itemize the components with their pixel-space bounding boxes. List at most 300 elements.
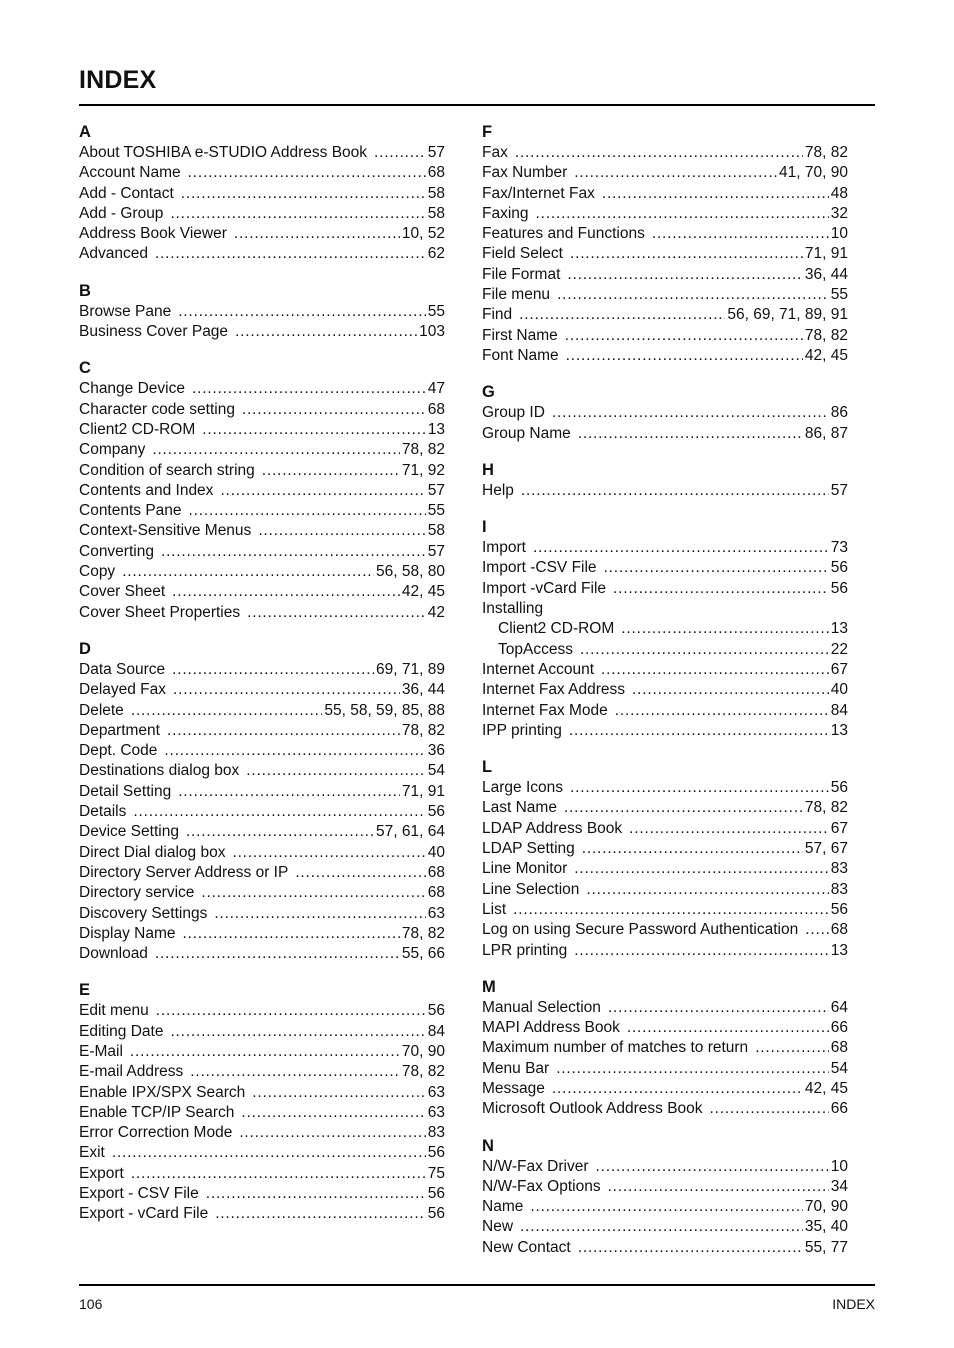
index-page-refs: 73 <box>830 539 848 557</box>
index-page-refs: 58 <box>427 522 445 540</box>
index-entry <box>79 1022 445 1042</box>
index-entry <box>79 1083 445 1103</box>
dot-leader <box>574 941 828 961</box>
index-entry <box>79 1184 445 1204</box>
dot-leader <box>515 143 803 163</box>
index-entry <box>482 1079 848 1099</box>
index-term: Company <box>79 441 146 459</box>
index-page-refs: 63 <box>427 1103 445 1121</box>
dot-leader <box>172 660 374 680</box>
index-letter-group <box>482 976 848 1120</box>
index-page-refs: 56 <box>830 579 848 597</box>
index-term: IPP printing <box>482 721 562 739</box>
index-entry <box>482 1099 848 1119</box>
index-term: Copy <box>79 563 116 581</box>
index-page-refs: 42, 45 <box>804 346 848 364</box>
index-entry <box>482 900 848 920</box>
index-letter-heading: I <box>482 518 487 537</box>
index-entry <box>79 822 445 842</box>
index-term: File Format <box>482 265 561 283</box>
index-page-refs: 13 <box>830 941 848 959</box>
index-entry <box>482 163 848 183</box>
dot-leader <box>629 819 829 839</box>
index-page-refs: 56, 69, 71, 89, 91 <box>727 306 848 324</box>
index-term: List <box>482 900 507 918</box>
dot-leader <box>188 163 426 183</box>
index-entry <box>79 481 445 501</box>
index-page-refs: 58 <box>427 204 445 222</box>
index-letter-heading: N <box>482 1136 494 1155</box>
index-letter-heading: D <box>79 639 91 658</box>
dot-leader <box>608 1177 829 1197</box>
index-page-refs: 57, 61, 64 <box>376 823 445 841</box>
index-page-refs: 56 <box>427 1002 445 1020</box>
index-term: Internet Fax Mode <box>482 701 608 719</box>
index-page-refs: 70, 90 <box>401 1042 445 1060</box>
index-term: Browse Pane <box>79 302 172 320</box>
index-page-refs: 83 <box>830 860 848 878</box>
dot-leader <box>161 542 426 562</box>
index-term: Business Cover Page <box>79 323 229 341</box>
dot-leader <box>164 741 425 761</box>
footer-page-number: 106 <box>79 1296 103 1312</box>
index-term: Delete <box>79 701 124 719</box>
dot-leader <box>533 538 829 558</box>
dot-leader <box>246 761 425 781</box>
dot-leader <box>652 224 829 244</box>
index-entry <box>482 1177 848 1197</box>
footer-section-label: INDEX <box>832 1296 875 1312</box>
index-entry <box>482 660 848 680</box>
dot-leader <box>156 1001 426 1021</box>
dot-leader <box>235 322 417 342</box>
index-page-refs: 56, 58, 80 <box>376 563 445 581</box>
index-term: Contents Pane <box>79 502 182 520</box>
dot-leader <box>374 143 426 163</box>
index-page-refs: 68 <box>427 400 445 418</box>
index-page-refs: 103 <box>419 323 445 341</box>
index-page-refs: 63 <box>427 904 445 922</box>
index-page-refs: 10 <box>830 1157 848 1175</box>
dot-leader <box>239 1123 425 1143</box>
index-page-refs: 13 <box>830 721 848 739</box>
index-letter-group <box>482 381 848 444</box>
index-page-refs: 56 <box>830 779 848 797</box>
dot-leader <box>131 1164 426 1184</box>
index-entry <box>482 579 848 599</box>
index-page-refs: 55, 66 <box>401 945 445 963</box>
index-term: LDAP Address Book <box>482 819 623 837</box>
index-term: Manual Selection <box>482 998 601 1016</box>
dot-leader <box>557 285 829 305</box>
index-page-refs: 36 <box>427 742 445 760</box>
index-term: Internet Account <box>482 660 595 678</box>
dot-leader <box>112 1143 426 1163</box>
index-column-left <box>79 121 445 1240</box>
dot-leader <box>178 302 426 322</box>
index-term: Find <box>482 306 513 324</box>
index-page-refs: 35, 40 <box>804 1218 848 1236</box>
footer-rule <box>79 1284 875 1286</box>
dot-leader <box>627 1018 829 1038</box>
index-entry <box>79 944 445 964</box>
index-entry <box>482 599 848 619</box>
index-page-refs: 84 <box>830 701 848 719</box>
index-page-refs: 78, 82 <box>401 441 445 459</box>
index-page-refs: 42, 45 <box>401 583 445 601</box>
index-entry <box>482 285 848 305</box>
index-page-refs: 86 <box>830 404 848 422</box>
index-term: MAPI Address Book <box>482 1019 620 1037</box>
index-page-refs: 55 <box>830 286 848 304</box>
dot-leader <box>613 579 829 599</box>
dot-leader <box>186 822 374 842</box>
index-term: Export - vCard File <box>79 1205 209 1223</box>
index-entry <box>482 998 848 1018</box>
index-term: E-Mail <box>79 1042 123 1060</box>
index-term: LDAP Setting <box>482 840 575 858</box>
dot-leader <box>170 1022 425 1042</box>
index-entry <box>482 1217 848 1237</box>
index-letter-group <box>79 280 445 343</box>
index-entry <box>79 721 445 741</box>
index-letter-group <box>482 1135 848 1258</box>
dot-leader <box>570 244 803 264</box>
index-term: Error Correction Mode <box>79 1124 233 1142</box>
index-letter-heading: G <box>482 383 495 402</box>
index-term: First Name <box>482 326 558 344</box>
index-page-refs: 58 <box>427 184 445 202</box>
index-page-refs: 78, 82 <box>401 721 445 739</box>
index-term: New <box>482 1218 514 1236</box>
index-term: Download <box>79 945 148 963</box>
index-term: Converting <box>79 542 154 560</box>
index-letter-group <box>482 459 848 501</box>
index-term: Help <box>482 481 514 499</box>
dot-leader <box>755 1038 829 1058</box>
index-entry <box>482 640 848 660</box>
index-page-refs: 57 <box>427 542 445 560</box>
index-term: Font Name <box>482 346 559 364</box>
index-page-refs: 40 <box>830 681 848 699</box>
index-page-refs: 55 <box>427 302 445 320</box>
index-entry <box>482 1018 848 1038</box>
index-column-right <box>482 121 848 1273</box>
index-term: Exit <box>79 1144 105 1162</box>
index-page-refs: 75 <box>427 1164 445 1182</box>
index-page-refs: 66 <box>830 1100 848 1118</box>
index-page-refs: 22 <box>830 640 848 658</box>
index-letter-heading: C <box>79 359 91 378</box>
index-page-refs: 10, 52 <box>401 225 445 243</box>
index-entry <box>79 1123 445 1143</box>
index-entry <box>79 701 445 721</box>
dot-leader <box>252 1083 425 1103</box>
index-page-refs: 86, 87 <box>804 424 848 442</box>
dot-leader <box>130 1042 400 1062</box>
index-term: Edit menu <box>79 1002 149 1020</box>
index-page-refs: 78, 82 <box>804 799 848 817</box>
index-page-refs: 70, 90 <box>804 1198 848 1216</box>
index-page-refs: 32 <box>830 204 848 222</box>
dot-leader <box>582 839 803 859</box>
dot-leader <box>178 782 400 802</box>
index-page-refs: 56 <box>427 1144 445 1162</box>
header-rule <box>79 104 875 106</box>
index-term: Contents and Index <box>79 481 214 499</box>
index-entry <box>482 538 848 558</box>
index-entry <box>79 660 445 680</box>
index-entry <box>79 741 445 761</box>
dot-leader <box>167 721 400 741</box>
index-entry <box>79 562 445 582</box>
index-entry <box>79 1164 445 1184</box>
index-term: About TOSHIBA e-STUDIO Address Book <box>79 144 368 161</box>
index-term: Enable IPX/SPX Search <box>79 1083 246 1101</box>
index-entry <box>79 1103 445 1123</box>
dot-leader <box>172 582 400 602</box>
index-letter-heading: F <box>482 123 493 141</box>
index-page-refs: 71, 91 <box>804 245 848 263</box>
index-entry <box>79 224 445 244</box>
index-page-refs: 68 <box>427 863 445 881</box>
index-entry <box>79 802 445 822</box>
index-term: Field Select <box>482 245 563 263</box>
index-term: Import -vCard File <box>482 579 607 597</box>
index-entry <box>482 184 848 204</box>
index-page-refs: 47 <box>427 380 445 398</box>
index-term: Client2 CD-ROM <box>498 620 615 638</box>
index-page-refs: 84 <box>427 1022 445 1040</box>
index-letter-heading: L <box>482 758 493 777</box>
index-term: Device Setting <box>79 823 179 841</box>
index-page-refs: 68 <box>427 164 445 182</box>
index-page-refs: 71, 92 <box>401 461 445 479</box>
index-term: Directory service <box>79 884 195 902</box>
dot-leader <box>242 400 426 420</box>
index-term: Last Name <box>482 799 557 817</box>
index-page-refs: 34 <box>830 1177 848 1195</box>
dot-leader <box>247 603 426 623</box>
index-page-refs: 83 <box>427 1124 445 1142</box>
index-entry <box>79 420 445 440</box>
index-entry <box>482 778 848 798</box>
dot-leader <box>615 701 829 721</box>
index-term: LPR printing <box>482 941 568 959</box>
dot-leader <box>574 163 777 183</box>
index-term: E-mail Address <box>79 1063 184 1081</box>
index-page-refs: 56 <box>427 1205 445 1223</box>
index-page-refs: 36, 44 <box>804 265 848 283</box>
dot-leader <box>552 1079 803 1099</box>
index-term: Advanced <box>79 245 148 263</box>
index-page-refs: 13 <box>427 420 445 438</box>
index-page-refs: 68 <box>830 1039 848 1057</box>
index-term: Export <box>79 1164 124 1182</box>
dot-leader <box>202 420 425 440</box>
dot-leader <box>133 802 425 822</box>
index-letter-group <box>79 357 445 623</box>
index-page-refs: 67 <box>830 819 848 837</box>
index-term: TopAccess <box>498 640 573 658</box>
dot-leader <box>234 224 400 244</box>
index-entry <box>482 1238 848 1258</box>
index-page-refs: 56 <box>427 1185 445 1203</box>
dot-leader <box>206 1184 426 1204</box>
index-page-refs: 36, 44 <box>401 681 445 699</box>
index-page-refs: 56 <box>830 559 848 577</box>
index-letter-group <box>79 979 445 1224</box>
index-page-refs: 55 <box>427 502 445 520</box>
index-term: Cover Sheet <box>79 583 166 601</box>
index-page-refs: 78, 82 <box>401 924 445 942</box>
index-term: Import -CSV File <box>482 559 597 577</box>
index-entry <box>482 403 848 423</box>
index-letter-heading: A <box>79 123 91 141</box>
index-term: Large Icons <box>482 779 563 797</box>
index-entry <box>79 379 445 399</box>
index-term: Change Device <box>79 380 185 398</box>
index-letter-group <box>79 638 445 964</box>
index-entry <box>482 224 848 244</box>
index-page-refs: 41, 70, 90 <box>779 164 848 182</box>
index-term: Installing <box>482 600 544 618</box>
index-entry <box>79 400 445 420</box>
index-entry <box>482 424 848 444</box>
index-entry <box>482 941 848 961</box>
index-entry <box>482 1059 848 1079</box>
dot-leader <box>232 843 425 863</box>
index-entry <box>79 163 445 183</box>
index-term: Delayed Fax <box>79 681 167 699</box>
index-letter-heading: B <box>79 281 91 300</box>
index-page-refs: 78, 82 <box>804 326 848 344</box>
index-page-refs: 63 <box>427 1083 445 1101</box>
index-entry <box>482 204 848 224</box>
index-entry <box>79 521 445 541</box>
dot-leader <box>220 481 425 501</box>
index-entry <box>482 819 848 839</box>
index-page-refs: 57, 67 <box>804 840 848 858</box>
index-letter-group <box>482 121 848 366</box>
dot-leader <box>565 326 803 346</box>
index-entry <box>482 839 848 859</box>
dot-leader <box>155 244 426 264</box>
dot-leader <box>192 379 426 399</box>
index-entry <box>79 244 445 264</box>
dot-leader <box>710 1099 829 1119</box>
index-term: Fax <box>482 144 508 161</box>
index-entry <box>79 461 445 481</box>
dot-leader <box>214 904 425 924</box>
index-term: Export - CSV File <box>79 1185 199 1203</box>
index-entry <box>79 204 445 224</box>
index-page-refs: 71, 91 <box>401 782 445 800</box>
index-term: Directory Server Address or IP <box>79 863 289 881</box>
index-entry <box>79 883 445 903</box>
index-entry <box>79 143 445 163</box>
index-term: Data Source <box>79 660 166 678</box>
dot-leader <box>201 883 425 903</box>
index-term: Destinations dialog box <box>79 762 240 780</box>
index-letter-heading: E <box>79 981 91 1000</box>
dot-leader <box>567 265 803 285</box>
index-term: Microsoft Outlook Address Book <box>482 1100 703 1118</box>
index-term: Add - Group <box>79 204 164 222</box>
index-entry <box>79 1062 445 1082</box>
index-page-refs: 57 <box>830 481 848 499</box>
dot-leader <box>258 521 425 541</box>
dot-leader <box>295 863 425 883</box>
dot-leader <box>241 1103 425 1123</box>
index-entry <box>79 782 445 802</box>
dot-leader <box>190 1062 400 1082</box>
index-entry <box>482 680 848 700</box>
index-page-refs: 57 <box>427 144 445 161</box>
dot-leader <box>566 346 803 366</box>
index-entry <box>79 680 445 700</box>
index-entry <box>79 1001 445 1021</box>
index-entry <box>482 721 848 741</box>
index-letter-heading: M <box>482 977 496 996</box>
index-term: Discovery Settings <box>79 904 208 922</box>
index-term: Direct Dial dialog box <box>79 843 226 861</box>
index-term: Group ID <box>482 404 545 422</box>
index-page-refs: 40 <box>427 843 445 861</box>
index-entry <box>79 184 445 204</box>
index-term: Detail Setting <box>79 782 172 800</box>
dot-leader <box>574 859 828 879</box>
index-page-refs: 42, 45 <box>804 1079 848 1097</box>
index-entry <box>482 798 848 818</box>
index-term: Group Name <box>482 424 571 442</box>
dot-leader <box>564 798 803 818</box>
index-term: Maximum number of matches to return <box>482 1039 749 1057</box>
dot-leader <box>569 721 829 741</box>
dot-leader <box>189 501 426 521</box>
index-entry <box>79 322 445 342</box>
index-term: Name <box>482 1198 524 1216</box>
index-entry <box>79 924 445 944</box>
index-term: N/W-Fax Driver <box>482 1157 589 1175</box>
index-entry <box>79 761 445 781</box>
index-term: Log on using Secure Password Authentication <box>482 921 799 939</box>
index-term: Department <box>79 721 160 739</box>
index-page-refs: 56 <box>830 900 848 918</box>
index-entry <box>482 265 848 285</box>
index-page-refs: 54 <box>427 762 445 780</box>
index-entry <box>482 1038 848 1058</box>
dot-leader <box>155 944 400 964</box>
dot-leader <box>578 1238 803 1258</box>
dot-leader <box>578 424 803 444</box>
index-page-refs: 62 <box>427 245 445 263</box>
index-term: Enable TCP/IP Search <box>79 1103 235 1121</box>
index-entry <box>482 1197 848 1217</box>
index-term: Cover Sheet Properties <box>79 603 241 621</box>
index-page-refs: 55, 58, 59, 85, 88 <box>324 701 445 719</box>
index-page-refs: 54 <box>830 1059 848 1077</box>
dot-leader <box>181 184 426 204</box>
index-entry <box>482 305 848 325</box>
index-page-refs: 57 <box>427 481 445 499</box>
index-entry <box>482 701 848 721</box>
dot-leader <box>521 481 829 501</box>
dot-leader <box>632 680 829 700</box>
index-entry <box>79 440 445 460</box>
dot-leader <box>530 1197 803 1217</box>
index-entry <box>482 880 848 900</box>
